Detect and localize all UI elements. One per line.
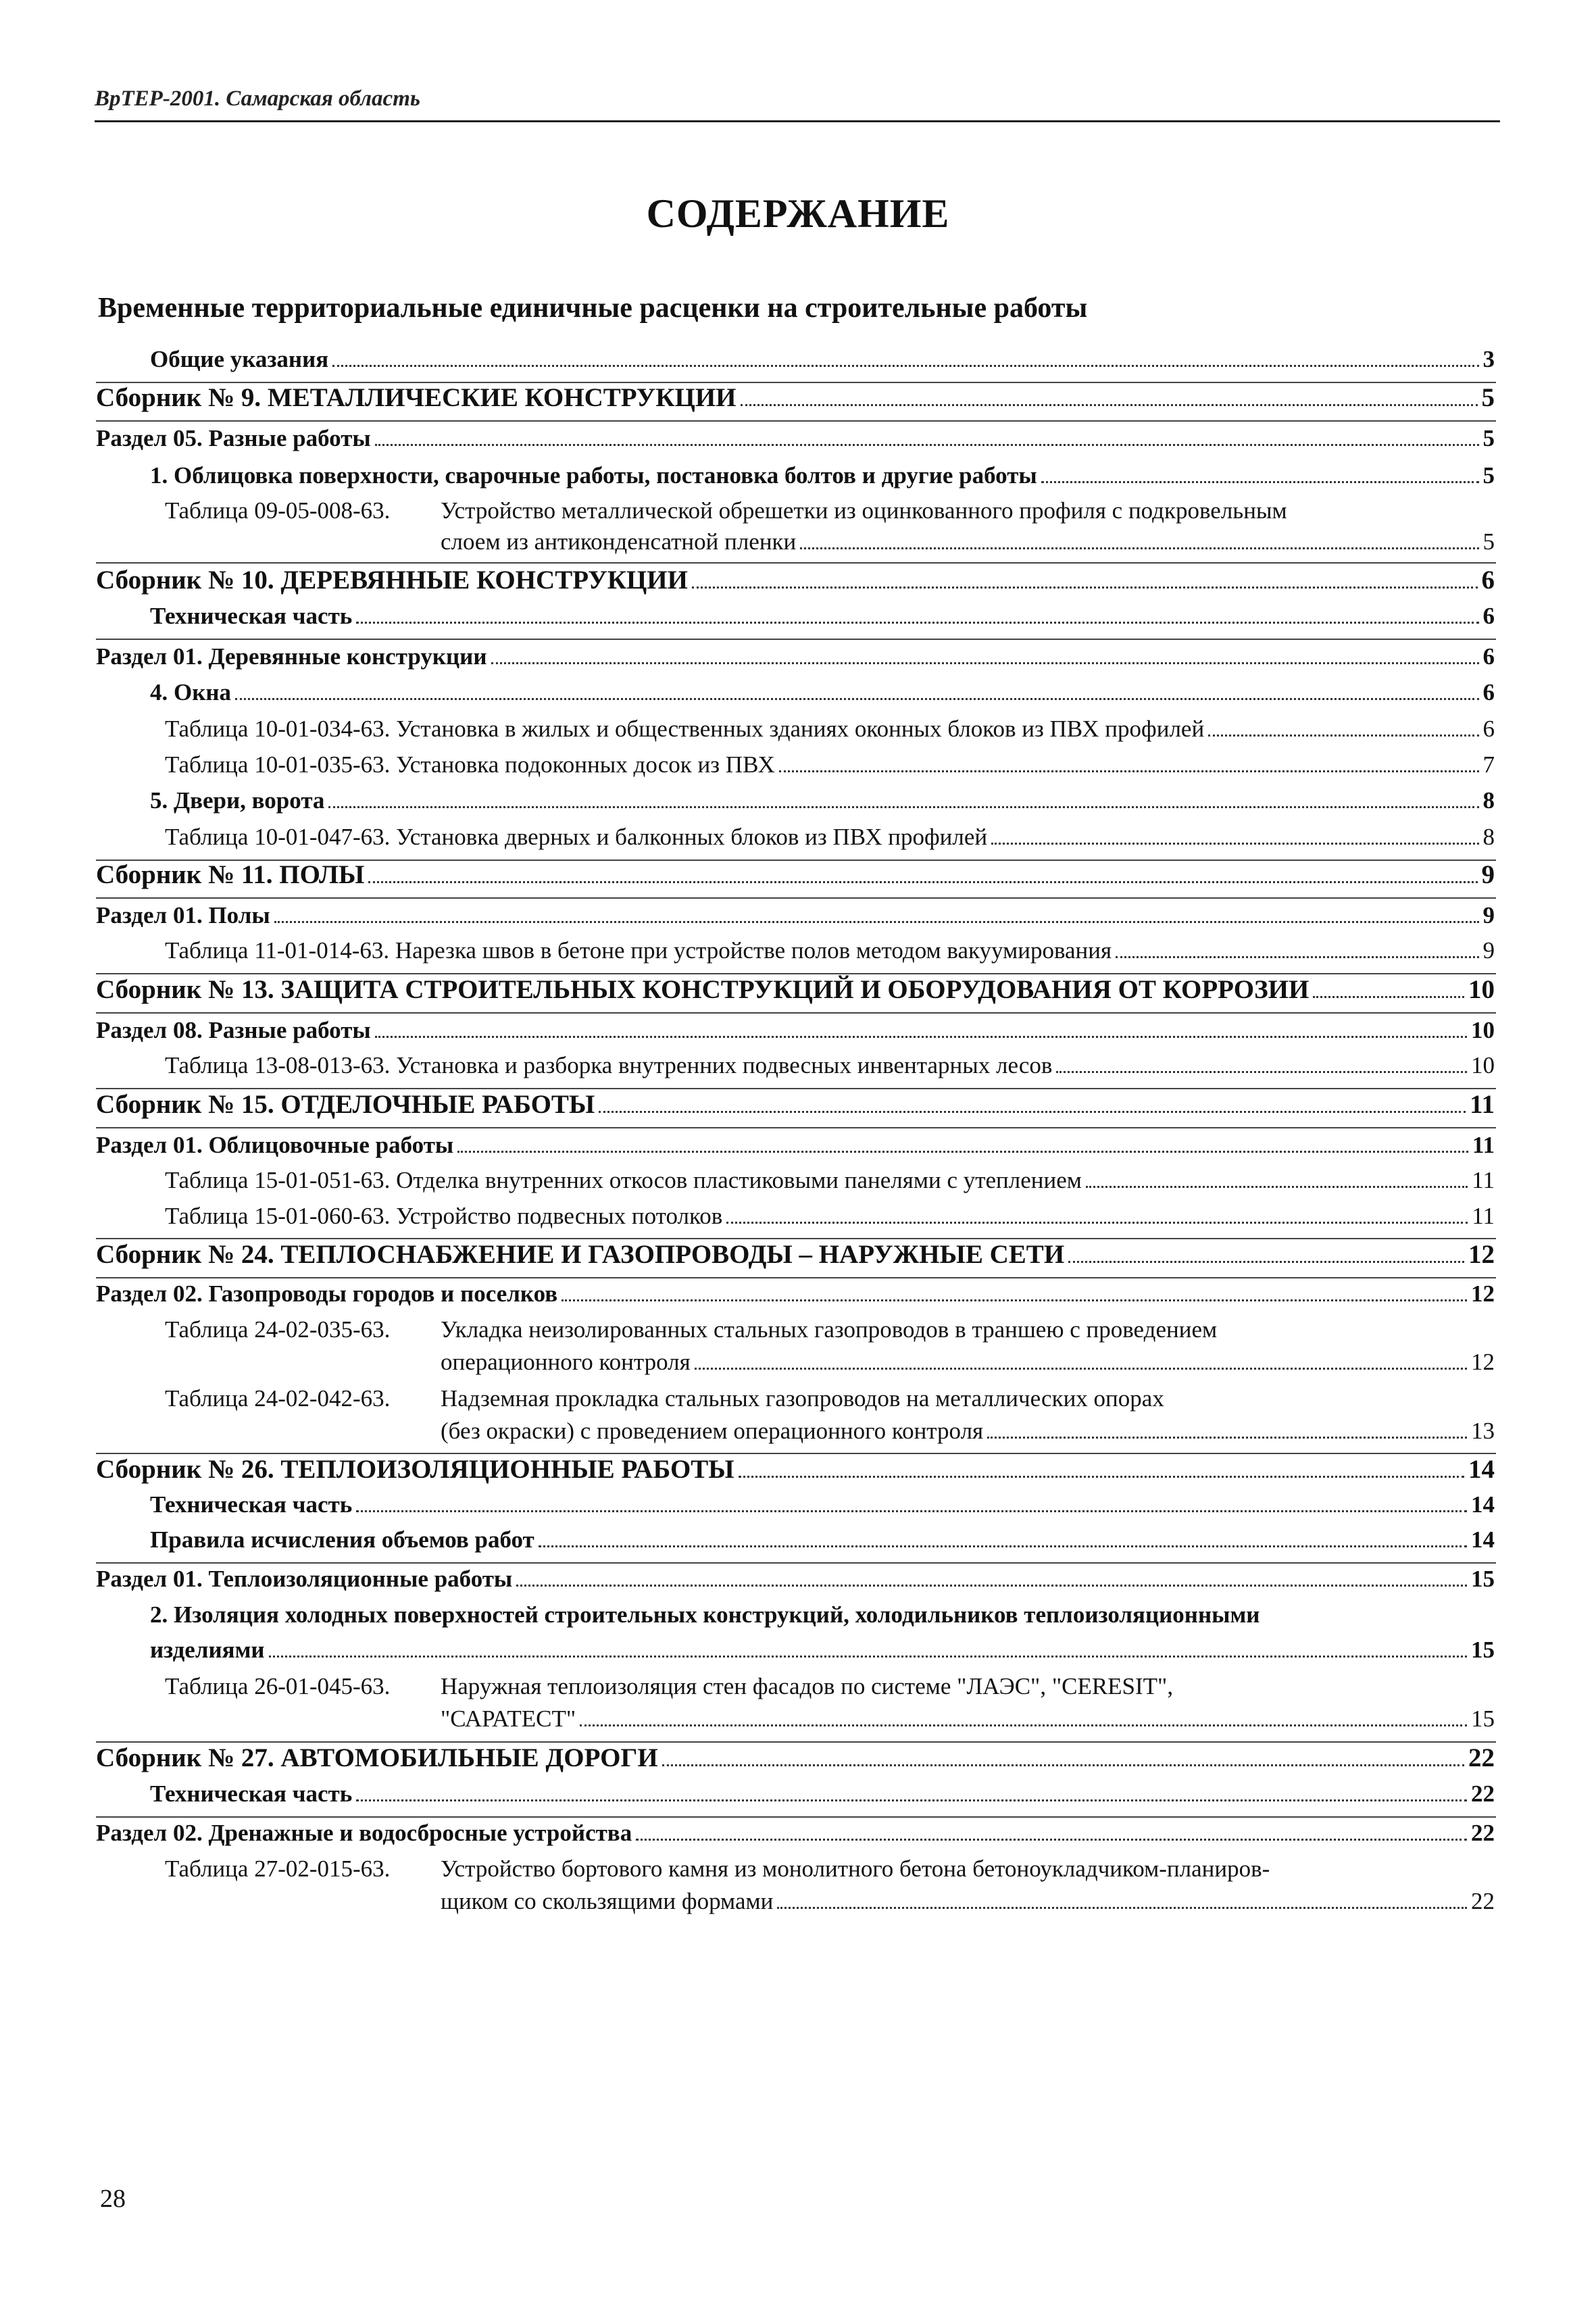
section-divider xyxy=(96,639,1496,640)
section-divider xyxy=(96,1453,1496,1454)
toc-entry[interactable]: Раздел 01. Теплоизоляционные работы 15 xyxy=(96,1566,1495,1592)
page-subtitle: Временные территориальные единичные расценки на строительные работы xyxy=(98,293,1088,324)
section-divider xyxy=(96,1816,1496,1818)
toc-entry[interactable]: Раздел 02. Газопроводы городов и поселков 12 xyxy=(96,1280,1495,1307)
section-divider xyxy=(96,897,1496,899)
toc-entry[interactable]: Таблица 10-01-035-63. Установка подоконных досок из ПВХ 7 xyxy=(165,751,1495,778)
table-code: Таблица 24-02-035-63. xyxy=(165,1316,391,1343)
toc-entry[interactable]: операционного контроля 12 xyxy=(441,1349,1495,1375)
page-title: СОДЕРЖАНИЕ xyxy=(646,191,950,236)
toc-entry[interactable]: Общие указания 3 xyxy=(150,346,1495,372)
section-divider xyxy=(96,1127,1496,1128)
toc-entry[interactable]: "САРАТЕСТ" 15 xyxy=(441,1706,1495,1732)
toc-entry[interactable]: 4. Окна 6 xyxy=(150,679,1495,705)
toc-entry[interactable]: щиком со скользящими формами 22 xyxy=(441,1888,1495,1914)
section-divider xyxy=(96,420,1496,422)
toc-entry[interactable]: Техническая часть 6 xyxy=(150,603,1495,629)
toc-entry[interactable]: 5. Двери, ворота 8 xyxy=(150,787,1495,814)
toc-entry[interactable]: Таблица 11-01-014-63. Нарезка швов в бетоне при устройстве полов методом вакуумирования 9 xyxy=(165,937,1495,964)
toc-entry-text: Устройство металлической обрешетки из оцинкованного профиля с подкровельным xyxy=(441,497,1287,524)
table-code: Таблица 09-05-008-63. xyxy=(165,497,391,524)
section-divider xyxy=(96,1562,1496,1564)
toc-entry-text: 2. Изоляция холодных поверхностей строительных конструкций, холодильников теплоизоляционными xyxy=(150,1601,1260,1628)
toc-entry[interactable]: Сборник № 15. ОТДЕЛОЧНЫЕ РАБОТЫ 11 xyxy=(96,1090,1495,1119)
toc-entry[interactable]: изделиями 15 xyxy=(150,1637,1495,1663)
toc-entry[interactable]: Техническая часть 22 xyxy=(150,1781,1495,1807)
toc-entry[interactable]: Таблица 10-01-034-63. Установка в жилых и общественных зданиях оконных блоков из ПВХ профилей 6 xyxy=(165,716,1495,742)
toc-entry[interactable]: Сборник № 13. ЗАЩИТА СТРОИТЕЛЬНЫХ КОНСТРУКЦИЙ И ОБОРУДОВАНИЯ ОТ КОРРОЗИИ 10 xyxy=(96,975,1495,1004)
toc-entry-text: Наружная теплоизоляция стен фасадов по системе "ЛАЭС", "CERESIT", xyxy=(441,1673,1174,1699)
toc-entry[interactable]: Таблица 13-08-013-63. Установка и разборка внутренних подвесных инвентарных лесов 10 xyxy=(165,1052,1495,1078)
toc-entry[interactable]: Сборник № 24. ТЕПЛОСНАБЖЕНИЕ И ГАЗОПРОВОДЫ – НАРУЖНЫЕ СЕТИ 12 xyxy=(96,1240,1495,1269)
toc-entry[interactable]: Сборник № 26. ТЕПЛОИЗОЛЯЦИОННЫЕ РАБОТЫ 14 xyxy=(96,1455,1495,1484)
running-header: ВрТЕР-2001. Самарская область xyxy=(95,86,420,111)
section-divider xyxy=(96,562,1496,564)
table-code: Таблица 26-01-045-63. xyxy=(165,1673,391,1699)
table-code: Таблица 24-02-042-63. xyxy=(165,1385,391,1412)
toc-entry-text: Устройство бортового камня из монолитного бетона бетоноукладчиком-планиров- xyxy=(441,1856,1270,1882)
section-divider xyxy=(96,1088,1496,1089)
toc-entry[interactable]: Сборник № 27. АВТОМОБИЛЬНЫЕ ДОРОГИ 22 xyxy=(96,1743,1495,1772)
toc-entry[interactable]: Раздел 08. Разные работы 10 xyxy=(96,1017,1495,1043)
section-divider xyxy=(96,1277,1496,1278)
toc-entry[interactable]: Раздел 01. Деревянные конструкции 6 xyxy=(96,643,1495,670)
toc-entry[interactable]: (без окраски) с проведением операционного контроля 13 xyxy=(441,1418,1495,1444)
toc-entry[interactable]: слоем из антиконденсатной пленки 5 xyxy=(441,528,1495,555)
toc-entry[interactable]: Сборник № 10. ДЕРЕВЯННЫЕ КОНСТРУКЦИИ 6 xyxy=(96,566,1495,595)
toc-entry[interactable]: 1. Облицовка поверхности, сварочные работы, постановка болтов и другие работы 5 xyxy=(150,462,1495,489)
toc-entry[interactable]: Раздел 02. Дренажные и водосбросные устройства 22 xyxy=(96,1820,1495,1846)
toc-entry-text: Надземная прокладка стальных газопроводов на металлических опорах xyxy=(441,1385,1164,1412)
toc-entry[interactable]: Таблица 15-01-060-63. Устройство подвесных потолков 11 xyxy=(165,1203,1495,1229)
toc-entry[interactable]: Сборник № 9. МЕТАЛЛИЧЕСКИЕ КОНСТРУКЦИИ 5 xyxy=(96,383,1495,412)
toc-entry[interactable]: Раздел 01. Полы 9 xyxy=(96,902,1495,928)
section-divider xyxy=(96,1741,1496,1743)
toc-entry[interactable]: Техническая часть 14 xyxy=(150,1491,1495,1518)
toc-entry[interactable]: Раздел 05. Разные работы 5 xyxy=(96,425,1495,451)
toc-entry[interactable]: Правила исчисления объемов работ 14 xyxy=(150,1526,1495,1553)
section-divider xyxy=(96,973,1496,974)
section-divider xyxy=(96,1012,1496,1014)
page-number: 28 xyxy=(100,2185,126,2213)
section-divider xyxy=(96,1238,1496,1239)
toc-entry[interactable]: Раздел 01. Облицовочные работы 11 xyxy=(96,1132,1495,1158)
toc-entry[interactable]: Таблица 15-01-051-63. Отделка внутренних откосов пластиковыми панелями с утеплением 11 xyxy=(165,1167,1495,1193)
table-code: Таблица 27-02-015-63. xyxy=(165,1856,391,1882)
toc-entry[interactable]: Сборник № 11. ПОЛЫ 9 xyxy=(96,860,1495,889)
toc-entry[interactable]: Таблица 10-01-047-63. Установка дверных и балконных блоков из ПВХ профилей 8 xyxy=(165,824,1495,850)
toc-entry-text: Укладка неизолированных стальных газопроводов в траншею с проведением xyxy=(441,1316,1218,1343)
